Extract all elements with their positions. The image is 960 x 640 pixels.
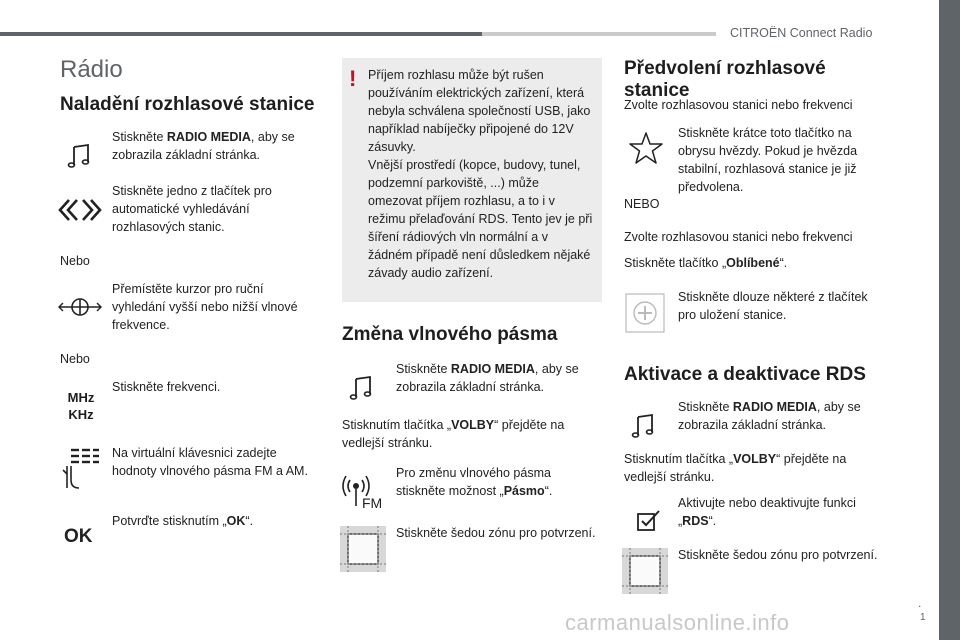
- fm-label: FM: [362, 495, 383, 510]
- music-note-icon: [64, 140, 96, 172]
- tuning-step-manual: Přemístěte kurzor pro ruční vyhledání vyšší nebo nižší vlnové frekvence.: [112, 282, 298, 332]
- seek-arrows-icon: [56, 195, 104, 225]
- presets-step-long-press: Stiskněte dlouze některé z tlačítek pro uložení stanice.: [678, 290, 868, 322]
- rds-step-confirm: Stiskněte šedou zónu pro potvrzení.: [678, 548, 878, 562]
- frequency-slider-icon: [56, 292, 104, 322]
- ok-icon: OK: [64, 526, 93, 547]
- page-edge-bar: [939, 0, 960, 640]
- section-heading-tuning: Naladění rozhlasové stanice: [60, 94, 315, 115]
- band-step-options: Stisknutím tlačítka „VOLBY“ přejděte na vedlejší stránku.: [342, 418, 565, 450]
- section-heading-presets: Předvolení rozhlasové stanice: [624, 58, 826, 101]
- tuning-step-keypad: Na virtuální klávesnici zadejte hodnoty vlnového pásma FM a AM.: [112, 446, 308, 478]
- presets-step-star: Stiskněte krátce toto tlačítko na obrysu hvězdy. Pokud je hvězda stabilní, rozhlasová stanice je již předvolena.: [678, 126, 858, 194]
- tuning-step-auto-search: Stiskněte jedno z tlačítek pro automatické vyhledávání rozhlasových stanic.: [112, 184, 272, 234]
- page-dot: .: [918, 596, 922, 610]
- page-title: Rádio: [60, 56, 123, 83]
- or-label-3: NEBO: [624, 197, 660, 211]
- warning-icon: !: [349, 66, 357, 91]
- or-label-2: Nebo: [60, 352, 90, 366]
- fm-band-icon: [342, 470, 386, 510]
- rds-step-toggle: Aktivujte nebo deaktivujte funkci „RDS“.: [678, 496, 856, 528]
- band-step-select: Pro změnu vlnového pásma stiskněte možnost „Pásmo“.: [396, 466, 553, 498]
- page-number: 1: [920, 612, 926, 623]
- mhz-label: MHz: [67, 390, 95, 405]
- warning-box: [342, 58, 602, 302]
- warning-text: Příjem rozhlasu může být rušen používáním elektrických zařízení, která nebyla schválena společností USB, jako například nabíječky připojené do 12V zásuvky. Vnější prostředí (kopce, budovy, tunel, podzemní parkoviště, ...) může omezovat příjem rozhlasu, a to i v režimu přelaďování RDS. Tento jev je při šíření rádiových vln normální a v žádném případě není důsledkem nějaké závady audio zařízení.: [368, 68, 593, 280]
- gray-zone-icon: [340, 526, 386, 572]
- star-outline-icon: [628, 130, 664, 166]
- presets-intro: Zvolte rozhlasovou stanici nebo frekvenci: [624, 98, 853, 112]
- header-rule-light: [482, 32, 716, 36]
- music-note-icon: [346, 372, 378, 404]
- add-preset-icon: [624, 292, 666, 334]
- mhz-khz-icon: [64, 389, 98, 423]
- presets-intro-2: Zvolte rozhlasovou stanici nebo frekvenci: [624, 230, 853, 244]
- khz-label: KHz: [68, 407, 94, 422]
- header-rule-dark: [0, 32, 482, 36]
- music-note-icon: [628, 410, 660, 442]
- keypad-hand-icon: [60, 444, 102, 490]
- tuning-step-confirm: Potvrďte stisknutím „OK“.: [112, 514, 254, 528]
- section-heading-rds: Aktivace a deaktivace RDS: [624, 364, 866, 385]
- band-step-radio-media: Stiskněte RADIO MEDIA, aby se zobrazila základní stránka.: [396, 362, 579, 394]
- presets-step-favorites: Stiskněte tlačítko „Oblíbené“.: [624, 256, 788, 270]
- band-step-confirm: Stiskněte šedou zónu pro potvrzení.: [396, 526, 596, 540]
- gray-zone-icon: [622, 548, 668, 594]
- header-brand: CITROËN Connect Radio: [730, 26, 873, 40]
- rds-step-options: Stisknutím tlačítka „VOLBY“ přejděte na vedlejší stránku.: [624, 452, 847, 484]
- section-heading-band: Změna vlnového pásma: [342, 324, 558, 345]
- tuning-step-frequency: Stiskněte frekvenci.: [112, 380, 221, 394]
- rds-step-radio-media: Stiskněte RADIO MEDIA, aby se zobrazila základní stránka.: [678, 400, 861, 432]
- checkbox-icon: [634, 506, 664, 536]
- tuning-step-radio-media: Stiskněte RADIO MEDIA, aby se zobrazila základní stránka.: [112, 130, 295, 162]
- or-label-1: Nebo: [60, 254, 90, 268]
- watermark: carmanualsonline.info: [565, 610, 790, 635]
